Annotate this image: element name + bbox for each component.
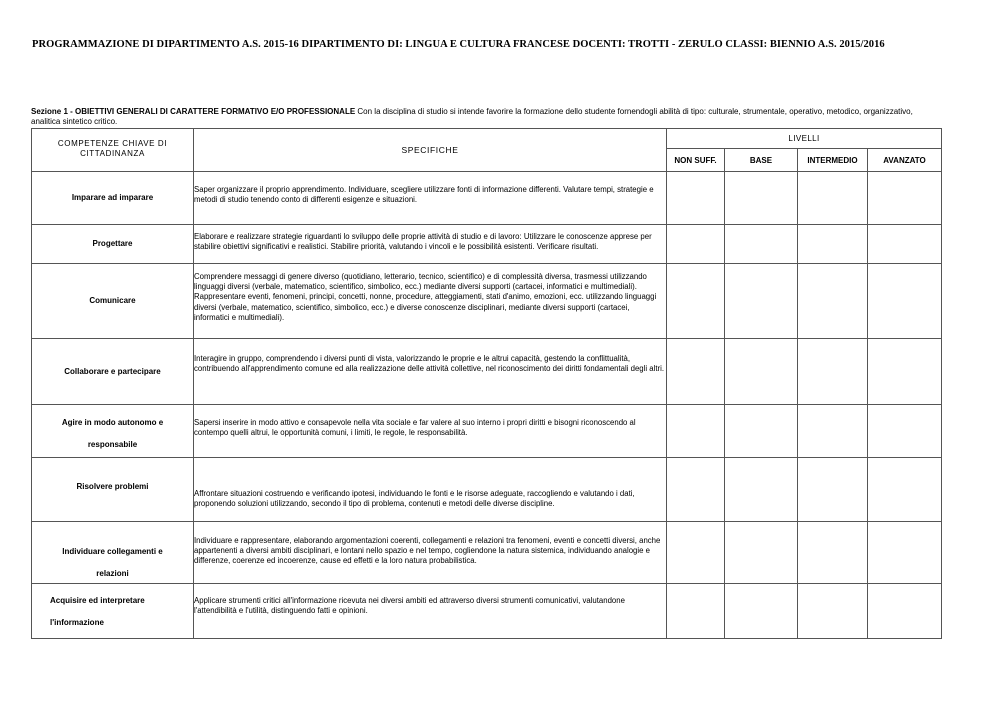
section-intro	[31, 107, 941, 127]
header-level-base: BASE	[725, 149, 798, 172]
level-cell	[868, 405, 942, 458]
level-cell	[725, 339, 798, 405]
specifiche-cell: Individuare e rappresentare, elaborando argomentazioni coerenti, collegamenti e relazioni tra fenomeni, eventi e concetti diversi, anche appartenenti a diversi ambiti disciplinari, e lontani nello spazio e nel tempo, cogliendone la natura sistemica, individuando analogie e differenze, coerenze ed incoerenze, cause ed effetti e la loro natura probabilistica.	[194, 522, 667, 584]
level-cell	[667, 339, 725, 405]
specifiche-cell: Interagire in gruppo, comprendendo i diversi punti di vista, valorizzando le proprie e le altrui capacità, gestendo la conflittualità, contribuendo all'apprendimento comune ed alla realizzazione delle attività collettive, nel riconoscimento dei diritti fondamentali degli altri.	[194, 339, 667, 405]
level-cell	[868, 584, 942, 639]
competence-cell: Collaborare e partecipare	[32, 339, 194, 405]
specifiche-cell: Saper organizzare il proprio apprendimento. Individuare, scegliere utilizzare fonti di informazione differenti. Valutare tempi, strategie e metodi di studio tenendo conto di differenti esigenze e situazioni.	[194, 172, 667, 225]
level-cell	[798, 522, 868, 584]
competence-cell	[32, 522, 194, 584]
level-cell	[868, 172, 942, 225]
level-cell	[798, 172, 868, 225]
table-row	[32, 172, 942, 225]
competence-label: Individuare collegamenti e	[62, 547, 163, 556]
level-cell	[725, 405, 798, 458]
header-livelli: LIVELLI	[667, 129, 942, 149]
level-cell	[667, 172, 725, 225]
header-level-non-suff: NON SUFF.	[667, 149, 725, 172]
level-cell	[725, 522, 798, 584]
table-row	[32, 264, 942, 339]
level-cell	[667, 584, 725, 639]
competence-cell: Imparare ad imparare	[32, 172, 194, 225]
table-row	[32, 225, 942, 264]
level-cell	[667, 522, 725, 584]
section-text: Con la disciplina di studio si intende favorire la formazione dello studente fornendogli abilità di tipo: culturale, strumentale, operativo, metodico, organizzativo, analitica sintetico critico.	[31, 107, 913, 126]
table-row	[32, 522, 942, 584]
specifiche-cell: Elaborare e realizzare strategie riguardanti lo sviluppo delle proprie attività di studio e di lavoro: Utilizzare le conoscenze apprese per stabilire obiettivi significativi e realistici. Stabilire priorità, valutando i vincoli e le possibilità esistenti. Verificare risultati.	[194, 225, 667, 264]
level-cell	[798, 405, 868, 458]
competence-label-continued: l'informazione	[50, 618, 104, 627]
header-level-avanzato: AVANZATO	[868, 149, 942, 172]
level-cell	[868, 339, 942, 405]
competence-cell	[32, 584, 194, 639]
document-header: PROGRAMMAZIONE DI DIPARTIMENTO A.S. 2015-16 DIPARTIMENTO DI: LINGUA E CULTURA FRANCESE DOCENTI: TROTTI - ZERULO CLASSI: BIENNIO A.S. 2015/2016	[32, 39, 885, 50]
competence-cell: Comunicare	[32, 264, 194, 339]
level-cell	[725, 584, 798, 639]
specifiche-cell: Comprendere messaggi di genere diverso (quotidiano, letterario, tecnico, scientifico) e di complessità diversa, trasmessi utilizzando linguaggi diversi (verbale, matematico, scientifico, simbolico, ecc.) mediante diversi supporti (cartacei, informatici e multimediali). Rappresentare eventi, fenomeni, principi, concetti, nonne, procedure, atteggiamenti, stati d'animo, emozioni, ecc. utilizzando linguaggi diversi (verbale, matematico, scientifico, simbolico, ecc.) e diverse conoscenze disciplinari, mediante diversi supporti (cartacei, informatici e multimediali).	[194, 264, 667, 339]
table-row	[32, 339, 942, 405]
level-cell	[868, 522, 942, 584]
level-cell	[725, 458, 798, 522]
level-cell	[725, 264, 798, 339]
level-cell	[667, 264, 725, 339]
table-row	[32, 405, 942, 458]
level-cell	[725, 225, 798, 264]
level-cell	[798, 458, 868, 522]
specifiche-cell: Applicare strumenti critici all'informazione ricevuta nei diversi ambiti ed attraverso diversi strumenti comunicativi, valutandone l'attendibilità e l'utilità, distinguendo fatti e opinioni.	[194, 584, 667, 639]
table-row	[32, 584, 942, 639]
level-cell	[667, 458, 725, 522]
level-cell	[798, 584, 868, 639]
level-cell	[868, 458, 942, 522]
specifiche-cell: Affrontare situazioni costruendo e verificando ipotesi, individuando le fonti e le risorse adeguate, raccogliendo e valutando i dati, proponendo soluzioni utilizzando, secondo il tipo di problema, contenuti e metodi delle diverse discipline.	[194, 458, 667, 522]
level-cell	[798, 225, 868, 264]
table-row	[32, 458, 942, 522]
level-cell	[798, 264, 868, 339]
section-heading: Sezione 1 - OBIETTIVI GENERALI DI CARATTERE FORMATIVO E/O PROFESSIONALE	[31, 107, 356, 116]
specifiche-cell: Sapersi inserire in modo attivo e consapevole nella vita sociale e far valere al suo interno i propri diritti e bisogni riconoscendo al contempo quelli altrui, le opportunità comuni, i limiti, le regole, le responsabilità.	[194, 405, 667, 458]
level-cell	[667, 405, 725, 458]
level-cell	[667, 225, 725, 264]
level-cell	[725, 172, 798, 225]
competences-table	[31, 128, 942, 639]
competence-cell: Risolvere problemi	[32, 458, 194, 522]
competence-label-continued: relazioni	[96, 569, 129, 578]
competence-label: Agire in modo autonomo e	[61, 418, 164, 427]
level-cell	[798, 339, 868, 405]
header-specifiche: SPECIFICHE	[194, 129, 667, 172]
competence-cell: Progettare	[32, 225, 194, 264]
level-cell	[868, 225, 942, 264]
header-level-intermedio: INTERMEDIO	[798, 149, 868, 172]
competence-cell	[32, 405, 194, 458]
competence-label-continued: responsabile	[87, 440, 138, 449]
competence-label: Acquisire ed interpretare	[50, 596, 145, 605]
level-cell	[868, 264, 942, 339]
header-competenze: COMPETENZE CHIAVE DI CITTADINANZA	[32, 129, 194, 172]
